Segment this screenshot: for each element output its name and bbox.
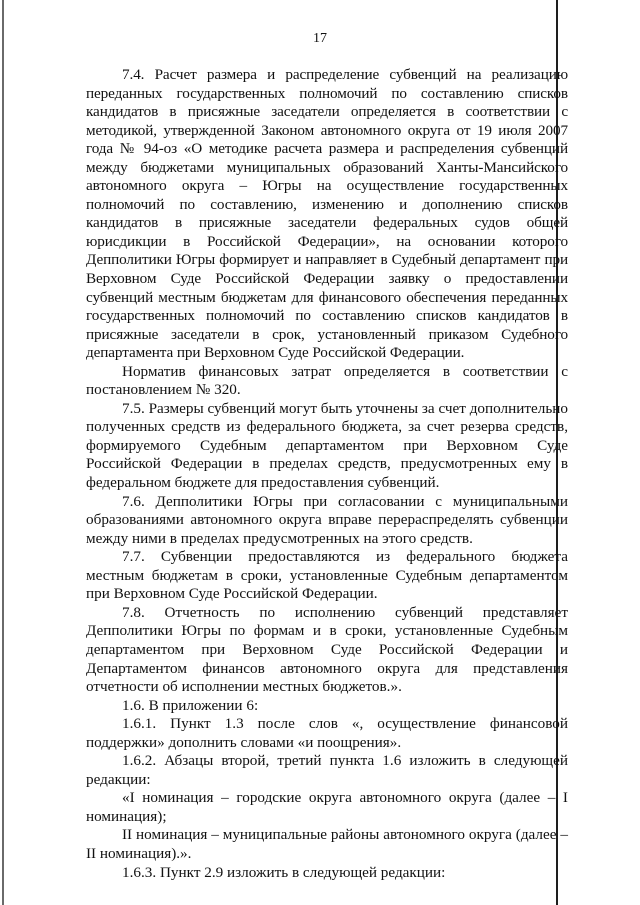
paragraph-7-4: 7.4. Расчет размера и распределение субвенций на реализацию переданных государственных полномочий по составлению списков кандидатов в присяжные заседатели определяется в соответствии с методикой, утвержденной Законом автономного округа от 19 июля 2007 года № 94-оз «О методике расчета размера и распределения субвенций между бюджетами муниципальных образований Ханты-Мансийского автономного округа – Югры на осуществление государственных полномочий по составлению, изменению и дополнению списков кандидатов в присяжные заседатели федеральных судов общей юрисдикции в Российской Федерации», на основании которого Депполитики Югры формирует и направляет в Судебный департамент при Верховном Суде Российской Федерации заявку о предоставлении субвенций местным бюджетам для финансового обеспечения переданных государственных полномочий по составлению списков кандидатов в присяжные заседатели в срок, установленный приказом Судебного департамента при Верховном Суде Российской Федерации.	[86, 66, 568, 362]
paragraph-1-6-3: 1.6.3. Пункт 2.9 изложить в следующей редакции:	[122, 863, 446, 881]
paragraph-7-6: 7.6. Депполитики Югры при согласовании с муниципальными образованиями автономного округа вправе перераспределять субвенции между ними в пределах предусмотренных на этого средств.	[86, 492, 568, 547]
paragraph-nomination-1: «I номинация – городские округа автономного округа (далее – I номинация);	[86, 789, 568, 825]
paragraph-1-6: 1.6. В приложении 6:	[122, 696, 259, 714]
paragraph-7-5: 7.5. Размеры субвенций могут быть уточнены за счет дополнительно полученных средств из федерального бюджета, за счет резерва средств, формируемого Судебным департаментом при Верховном Суде Российской Федерации в пределах средств, предусмотренных ему в федеральном бюджете для предоставления субвенций.	[86, 399, 568, 492]
paragraph-7-7: 7.7. Субвенции предоставляются из федерального бюджета местным бюджетам в сроки, установленные Судебным департаментом при Верховном Суде Российской Федерации.	[86, 548, 568, 603]
scan-left-edge	[2, 0, 4, 905]
paragraph-1-6-2: 1.6.2. Абзацы второй, третий пункта 1.6 изложить в следующей редакции:	[86, 752, 568, 788]
page-number: 17	[313, 31, 327, 46]
paragraph-7-8: 7.8. Отчетность по исполнению субвенций представляет Депполитики Югры по формам и в сроки, установленные Судебным департаментом при Верховном Суде Российской Федерации и Департаментом финансов автономного округа для представления отчетности об исполнении местных бюджетов.».	[86, 603, 568, 696]
document-body	[86, 66, 568, 882]
paragraph-1-6-1: 1.6.1. Пункт 1.3 после слов «, осуществление финансовой поддержки» дополнить словами «и поощрения».	[86, 715, 568, 751]
paragraph-nomination-2: II номинация – муниципальные районы автономного округа (далее – II номинация).».	[86, 826, 568, 862]
paragraph-norm: Норматив финансовых затрат определяется в соответствии с постановлением № 320.	[86, 362, 568, 399]
